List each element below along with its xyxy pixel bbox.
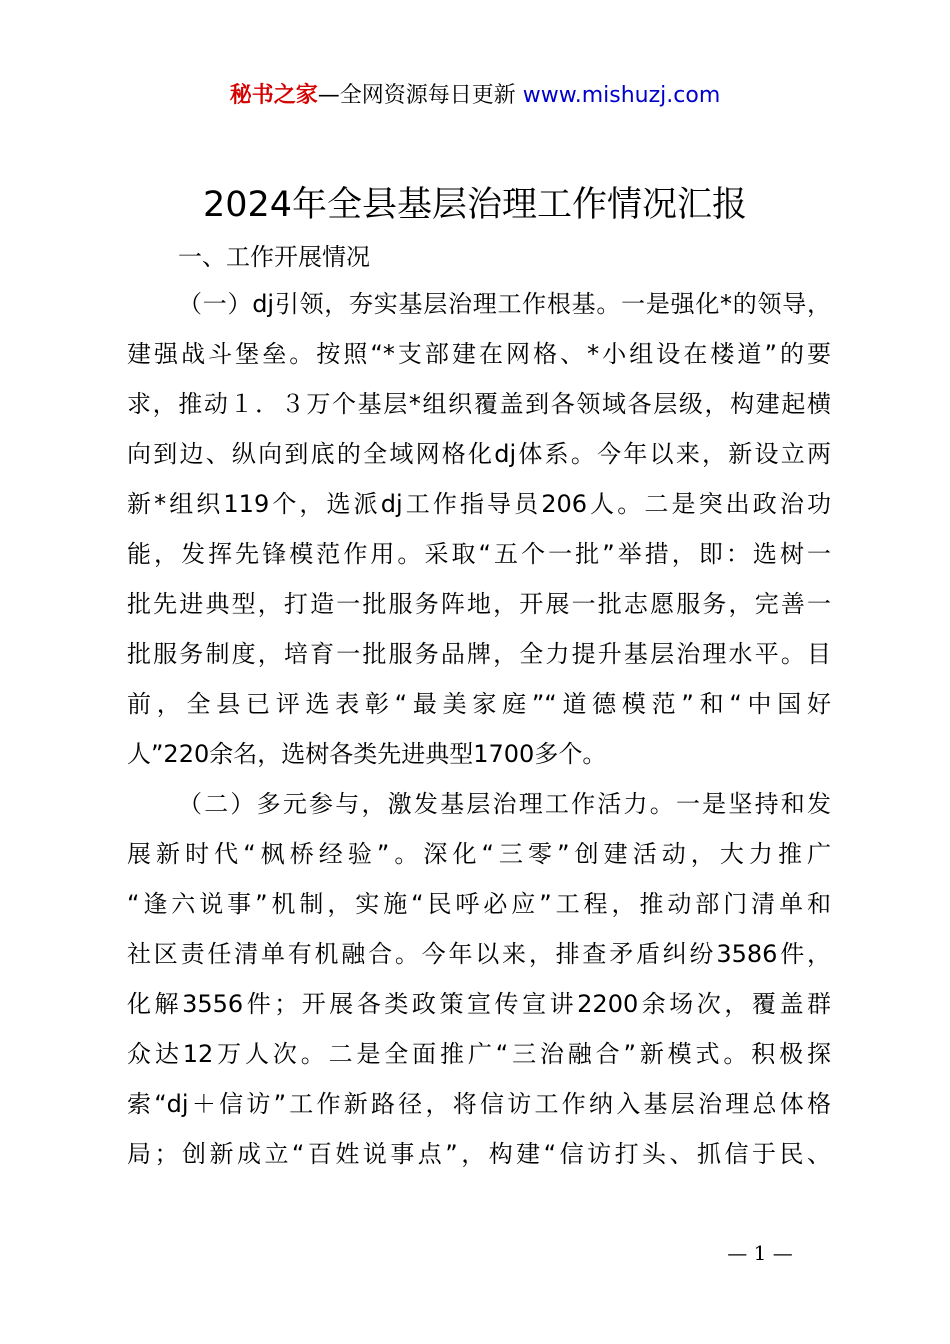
- body-line: 新*组织119个，选派dj工作指导员206人。二是突出政治功: [127, 490, 831, 518]
- header-tagline: —全网资源每日更新: [317, 83, 516, 108]
- body-line: 前，全县已评选表彰“最美家庭”“道德模范”和“中国好: [127, 690, 831, 718]
- body-line: 向到边、纵向到底的全域网格化dj体系。今年以来，新设立两: [127, 440, 831, 468]
- document-title: 2024年全县基层治理工作情况汇报: [202, 185, 748, 225]
- page-number: — 1 —: [727, 1241, 793, 1265]
- body-line: （二）多元参与，激发基层治理工作活力。一是坚持和发: [178, 790, 831, 818]
- site-header: [0, 80, 950, 112]
- body-line: 展新时代“枫桥经验”。深化“三零”创建活动，大力推广: [127, 840, 831, 868]
- site-url-link[interactable]: www.mishuzj.com: [522, 83, 721, 108]
- body-line: 批服务制度，培育一批服务品牌，全力提升基层治理水平。目: [127, 640, 831, 668]
- body-line: “逢六说事”机制，实施“民呼必应”工程，推动部门清单和: [127, 890, 831, 918]
- body-line: 局；创新成立“百姓说事点”，构建“信访打头、抓信于民、: [127, 1140, 831, 1168]
- body-line: 化解3556件；开展各类政策宣传宣讲2200余场次，覆盖群: [127, 990, 831, 1018]
- body-line: 建强战斗堡垒。按照“*支部建在网格、*小组设在楼道”的要: [127, 340, 831, 368]
- body-line: 求，推动１．３万个基层*组织覆盖到各领域各层级，构建起横: [127, 390, 831, 418]
- body-line: 能，发挥先锋模范作用。采取“五个一批”举措，即：选树一: [127, 540, 831, 568]
- body-line: 众达12万人次。二是全面推广“三治融合”新模式。积极探: [127, 1040, 831, 1068]
- body-line: 人”220余名，选树各类先进典型1700多个。: [127, 740, 607, 768]
- body-line: 索“dj＋信访”工作新路径，将信访工作纳入基层治理总体格: [127, 1090, 831, 1118]
- brand-name: 秘书之家: [229, 83, 318, 108]
- body-line: （一）dj引领，夯实基层治理工作根基。一是强化*的领导，: [178, 290, 831, 318]
- section-heading: 一、工作开展情况: [178, 243, 370, 271]
- body-line: 批先进典型，打造一批服务阵地，开展一批志愿服务，完善一: [127, 590, 831, 618]
- body-line: 社区责任清单有机融合。今年以来，排查矛盾纠纷3586件，: [127, 940, 831, 968]
